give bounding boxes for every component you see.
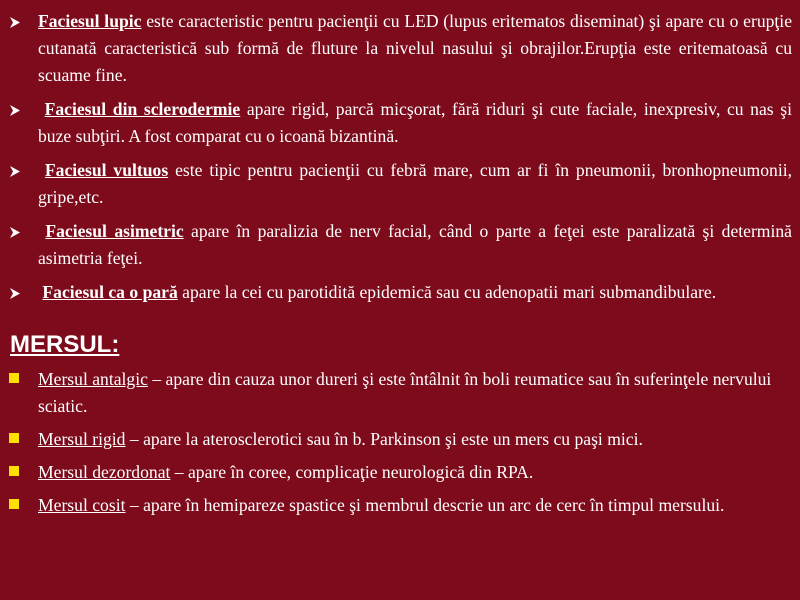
mersul-description: – apare în hemipareze spastice şi membrul descrie un arc de cerc în timpul mersului.: [125, 495, 725, 515]
mersul-description: – apare la aterosclerotici sau în b. Parkinson şi este un mers cu paşi mici.: [125, 429, 643, 449]
square-bullet-icon: [9, 499, 19, 509]
facies-list: [8, 8, 792, 313]
facies-term: Faciesul vultuos: [44, 160, 169, 180]
facies-description: apare rigid, parcă micşorat, fără riduri şi cute faciale, inexpresiv, cu nas şi buze subţiri. A fost comparat cu o icoană bizantină.: [38, 99, 792, 146]
facies-term: Faciesul lupic: [38, 11, 142, 31]
list-item: [8, 366, 792, 420]
facies-description: este tipic pentru pacienţii cu febră mare, cum ar fi în pneumonii, bronhopneumonii, gripe,etc.: [38, 160, 792, 207]
list-item: [8, 426, 792, 453]
arrowhead-icon: [10, 288, 20, 299]
list-item: [8, 8, 792, 89]
arrowhead-icon: [10, 105, 20, 116]
mersul-term: Mersul antalgic: [38, 369, 148, 389]
list-item: [8, 279, 792, 306]
list-item: [8, 218, 792, 272]
mersul-list: [8, 366, 792, 525]
mersul-term: Mersul rigid: [38, 429, 126, 449]
list-item: [8, 459, 792, 486]
square-bullet-icon: [9, 373, 19, 383]
list-item: [8, 492, 792, 519]
facies-term: Faciesul ca o pară: [42, 282, 178, 302]
list-item: [8, 157, 792, 211]
facies-description: apare la cei cu parotidită epidemică sau cu adenopatii mari submandibulare.: [177, 282, 717, 302]
mersul-description: – apare în coree, complicaţie neurologică din RPA.: [170, 462, 534, 482]
mersul-heading: MERSUL:: [10, 331, 120, 358]
mersul-description: – apare din cauza unor dureri şi este întâlnit în boli reumatice sau în suferinţele nervului sciatic.: [38, 369, 772, 416]
square-bullet-icon: [9, 433, 19, 443]
arrowhead-icon: [10, 166, 20, 177]
arrowhead-icon: [10, 227, 20, 238]
mersul-term: Mersul dezordonat: [38, 462, 171, 482]
facies-description: apare în paralizia de nerv facial, când o parte a feţei este paralizată şi determină asimetria feţei.: [38, 221, 792, 268]
square-bullet-icon: [9, 466, 19, 476]
arrowhead-icon: [10, 17, 20, 28]
facies-term: Faciesul asimetric: [45, 221, 184, 241]
list-item: [8, 96, 792, 150]
facies-term: Faciesul din sclerodermie: [44, 99, 241, 119]
mersul-term: Mersul cosit: [38, 495, 126, 515]
facies-description: este caracteristic pentru pacienţii cu LED (lupus eritematos diseminat) şi apare cu o erupţie cutanată caracteristică sub formă de fluture la nivelul nasului şi obrajilor.Erupţia este eritematoasă cu scuame fine.: [38, 11, 793, 85]
